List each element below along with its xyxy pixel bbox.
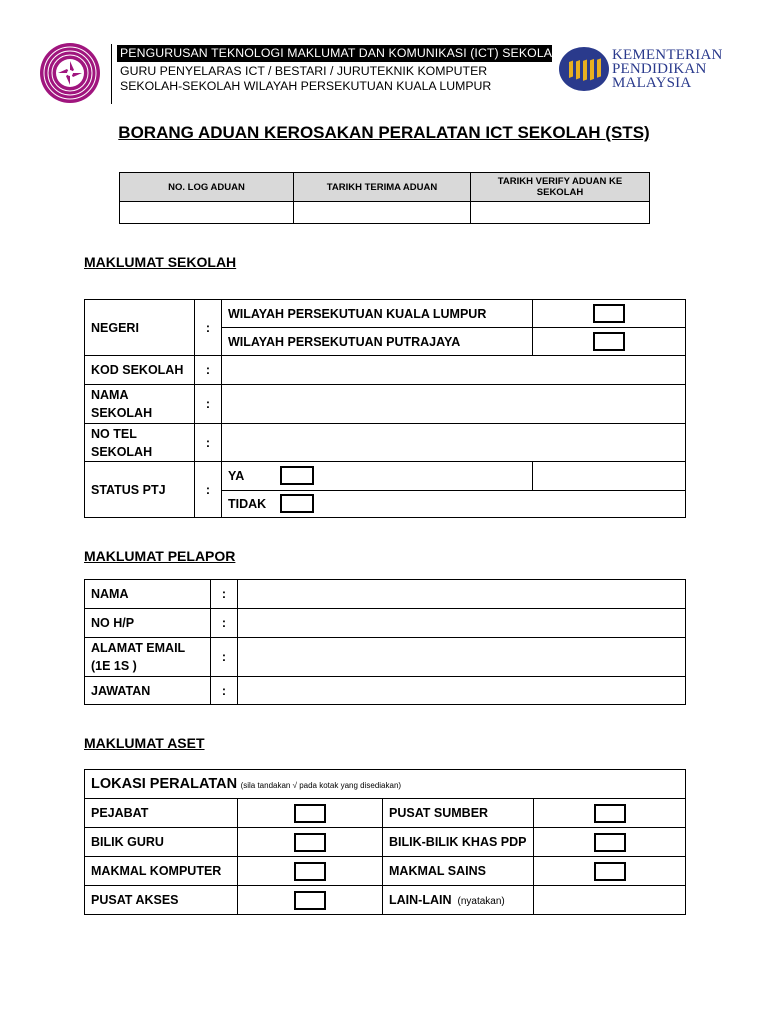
log-verify-field[interactable] [471,202,650,224]
colon: : [195,462,222,518]
lokasi-pusat-akses-checkbox[interactable] [294,891,326,910]
kpm-logo-text [612,48,723,90]
no-tel-sekolah-label: NO TEL SEKOLAH [85,424,195,462]
log-header-verify: TARIKH VERIFY ADUAN KE SEKOLAH [471,173,650,202]
header-subtitle-2: SEKOLAH-SEKOLAH WILAYAH PERSEKUTUAN KUALA LUMPUR [120,79,492,93]
pelapor-table [84,579,686,705]
lokasi-lain-lain-cell [383,886,534,915]
kpm-logo-icon [558,46,610,92]
colon: : [211,609,238,638]
negeri-option-kl: WILAYAH PERSEKUTUAN KUALA LUMPUR [222,300,533,328]
pelapor-jawatan-label: JAWATAN [85,677,211,705]
section-heading-sekolah: MAKLUMAT SEKOLAH [84,254,237,270]
lokasi-pusat-sumber-cell [534,799,686,828]
log-table [119,172,650,224]
lokasi-label: LOKASI PERALATAN [91,776,238,792]
lokasi-lain-lain-note: (nyatakan) [457,896,505,907]
log-terima-field[interactable] [294,202,471,224]
colon: : [211,638,238,677]
negeri-kl-cell [533,300,686,328]
nama-sekolah-label: NAMA SEKOLAH [85,385,195,424]
form-title: BORANG ADUAN KEROSAKAN PERALATAN ICT SEKOLAH (STS) [118,123,650,142]
ptj-ya-cell [222,462,533,491]
lokasi-bilik-guru-label: BILIK GURU [85,828,238,857]
lokasi-pusat-akses-cell [238,886,383,915]
lokasi-header [85,770,686,799]
lokasi-makmal-komputer-label: MAKMAL KOMPUTER [85,857,238,886]
log-no-field[interactable] [120,202,294,224]
header-title-bar: PENGURUSAN TEKNOLOGI MAKLUMAT DAN KOMUNIKASI (ICT) SEKOLAH [117,45,552,62]
lokasi-lain-lain-field[interactable] [534,886,686,915]
ptj-tidak-checkbox[interactable] [280,494,314,513]
header-subtitle-1: GURU PENYELARAS ICT / BESTARI / JURUTEKNIK KOMPUTER [120,64,488,78]
negeri-putrajaya-cell [533,328,686,356]
lokasi-makmal-sains-label: MAKMAL SAINS [383,857,534,886]
ptj-tidak-label: TIDAK [228,497,267,511]
lokasi-pusat-sumber-label: PUSAT SUMBER [383,799,534,828]
pelapor-jawatan-field[interactable] [238,677,686,705]
colon: : [195,424,222,462]
pelapor-email-field[interactable] [238,638,686,677]
lokasi-pejabat-cell [238,799,383,828]
sekolah-table [84,299,686,518]
lokasi-bilik-khas-checkbox[interactable] [594,833,626,852]
lokasi-makmal-sains-cell [534,857,686,886]
lokasi-lain-lain-label: LAIN-LAIN [389,893,452,907]
kpm-line-3: MALAYSIA [612,75,692,91]
section-heading-pelapor: MAKLUMAT PELAPOR [84,548,236,564]
colon: : [211,580,238,609]
pelapor-nama-field[interactable] [238,580,686,609]
negeri-putrajaya-checkbox[interactable] [593,332,625,351]
lokasi-pejabat-label: PEJABAT [85,799,238,828]
lokasi-bilik-khas-cell [534,828,686,857]
negeri-kl-checkbox[interactable] [593,304,625,323]
log-header-no: NO. LOG ADUAN [120,173,294,202]
kpm-line-1: KEMENTERIAN [612,47,723,63]
kod-sekolah-label: KOD SEKOLAH [85,356,195,385]
section-heading-aset: MAKLUMAT ASET [84,735,205,751]
colon: : [195,300,222,356]
lokasi-makmal-komputer-checkbox[interactable] [294,862,326,881]
negeri-label: NEGERI [85,300,195,356]
lokasi-bilik-guru-cell [238,828,383,857]
ptj-ya-checkbox[interactable] [280,466,314,485]
pelapor-email-label: ALAMAT EMAIL (1E 1S ) [85,638,211,677]
negeri-option-putrajaya: WILAYAH PERSEKUTUAN PUTRAJAYA [222,328,533,356]
lokasi-bilik-khas-label: BILIK-BILIK KHAS PDP [383,828,534,857]
colon: : [195,356,222,385]
colon: : [211,677,238,705]
lokasi-bilik-guru-checkbox[interactable] [294,833,326,852]
kod-sekolah-field[interactable] [222,356,686,385]
no-tel-sekolah-field[interactable] [222,424,686,462]
ptj-ya-label: YA [228,469,245,483]
lokasi-pusat-akses-label: PUSAT AKSES [85,886,238,915]
status-ptj-label: STATUS PTJ [85,462,195,518]
pelapor-nama-label: NAMA [85,580,211,609]
nama-sekolah-field[interactable] [222,385,686,424]
lokasi-makmal-sains-checkbox[interactable] [594,862,626,881]
school-ict-logo [39,42,101,104]
pelapor-hp-field[interactable] [238,609,686,638]
colon: : [195,385,222,424]
lokasi-note: (sila tandakan √ pada kotak yang disediakan) [240,781,402,790]
log-header-terima: TARIKH TERIMA ADUAN [294,173,471,202]
kpm-line-2: PENDIDIKAN [612,61,707,77]
aset-table [84,769,686,915]
pelapor-hp-label: NO H/P [85,609,211,638]
header-divider [111,44,112,104]
lokasi-pusat-sumber-checkbox[interactable] [594,804,626,823]
ptj-tidak-cell [222,491,686,518]
lokasi-pejabat-checkbox[interactable] [294,804,326,823]
lokasi-makmal-komputer-cell [238,857,383,886]
no-ptj-field[interactable] [533,462,686,491]
